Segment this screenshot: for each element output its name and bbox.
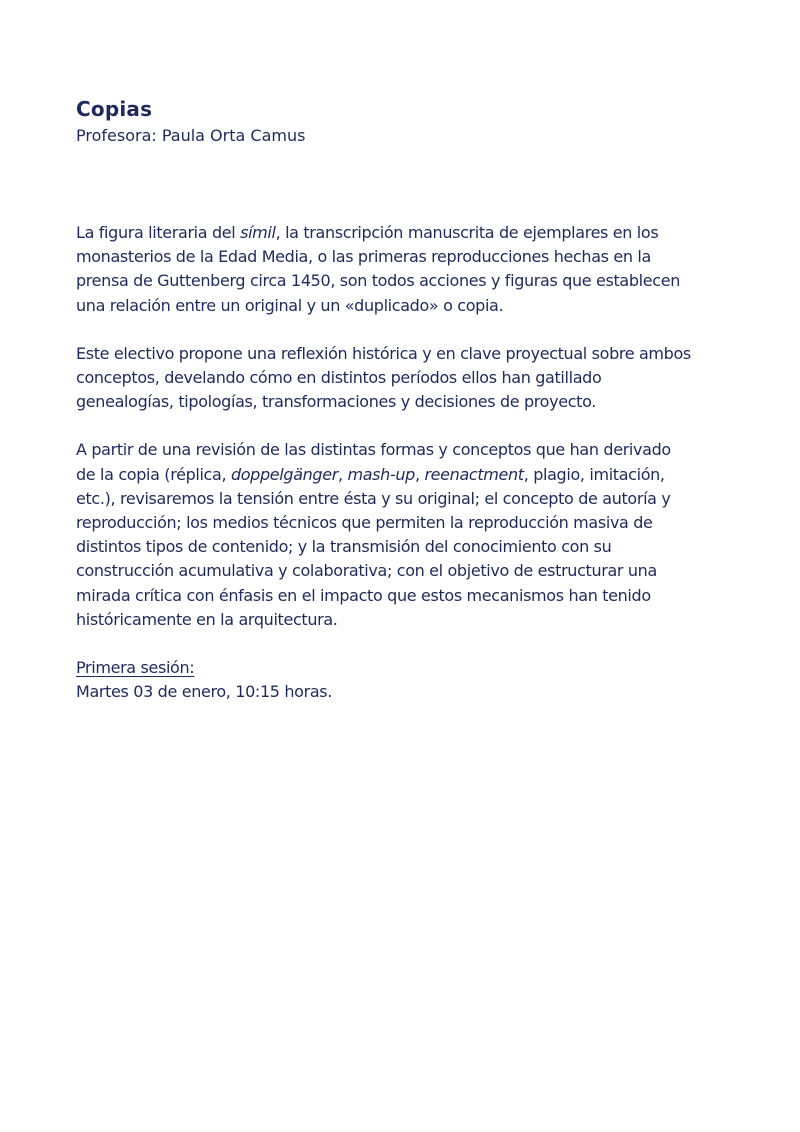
text-line: monasterios de la Edad Media, o las primeras reproducciones hechas en la xyxy=(76,247,651,267)
text-line: A partir de una revisión de las distintas formas y conceptos que han derivado xyxy=(76,440,671,460)
first-session xyxy=(76,656,736,704)
italic-term: doppelgänger xyxy=(230,464,338,484)
text-line: de la copia (réplica, doppelgänger, mash-up, reenactment, plagio, imitación, xyxy=(76,464,665,484)
course-description xyxy=(76,221,736,704)
paragraph xyxy=(76,221,736,318)
first-session-label: Primera sesión: xyxy=(76,658,195,678)
italic-term: reenactment xyxy=(424,464,524,484)
italic-term: símil xyxy=(240,223,276,242)
text-line: Este electivo propone una reflexión histórica y en clave proyectual sobre ambos xyxy=(76,343,691,363)
paragraph xyxy=(76,342,736,415)
document-page xyxy=(76,96,736,728)
first-session-datetime: Martes 03 de enero, 10:15 horas. xyxy=(76,682,333,702)
text-line: mirada crítica con énfasis en el impacto que estos mecanismos han tenido xyxy=(76,585,651,605)
text-line: prensa de Guttenberg circa 1450, son todos acciones y figuras que establecen xyxy=(76,271,681,291)
text-line: históricamente en la arquitectura. xyxy=(76,609,338,629)
course-title: Copias xyxy=(76,97,153,121)
professor-line: Profesora: Paula Orta Camus xyxy=(76,126,306,145)
italic-term: mash-up xyxy=(347,464,415,484)
text-line: reproducción; los medios técnicos que permiten la reproducción masiva de xyxy=(76,513,653,533)
text-line: distintos tipos de contenido; y la transmisión del conocimiento con su xyxy=(76,537,612,557)
paragraph xyxy=(76,438,736,632)
text-line: conceptos, develando cómo en distintos períodos ellos han gatillado xyxy=(76,368,602,388)
text-line: La figura literaria del símil, la transcripción manuscrita de ejemplares en los xyxy=(76,223,659,242)
text-line: construcción acumulativa y colaborativa; con el objetivo de estructurar una xyxy=(76,561,657,581)
text-line: genealogías, tipologías, transformaciones y decisiones de proyecto. xyxy=(76,392,596,412)
text-line: una relación entre un original y un «duplicado» o copia. xyxy=(76,295,504,315)
text-line: etc.), revisaremos la tensión entre ésta y su original; el concepto de autoría y xyxy=(76,488,671,508)
